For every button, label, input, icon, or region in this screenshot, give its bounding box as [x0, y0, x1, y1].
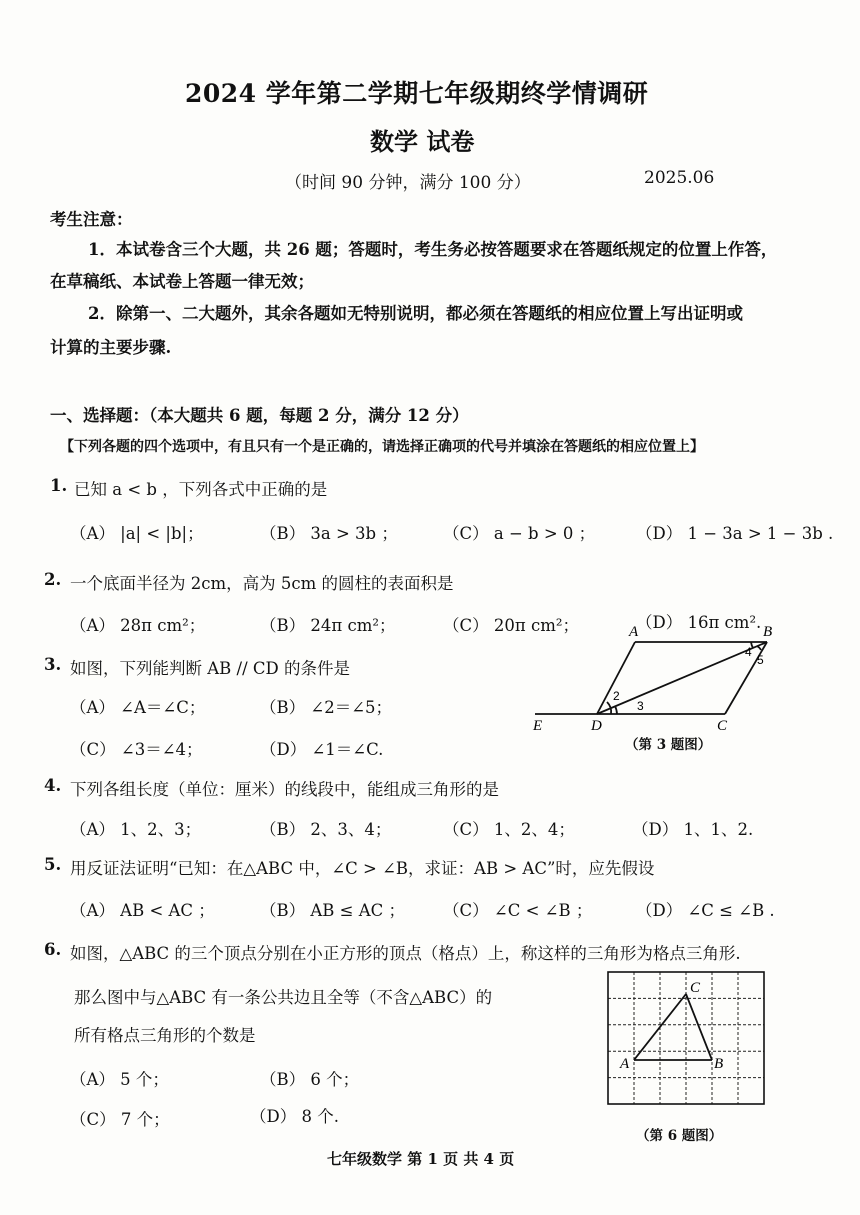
q6-option-a: （A） 5 个；	[70, 1070, 169, 1089]
point-b-label: B	[763, 624, 773, 640]
q1-option-a: （A） |a| < |b|；	[70, 524, 204, 543]
notice-item1-line1: 1．本试卷含三个大题，共 26 题；答题时，考生务必按答题要求在答题纸规定的位置上作答，	[88, 240, 778, 259]
angle-3-arc	[615, 706, 617, 714]
section1-heading: 一、选择题：（本大题共 6 题，每题 2 分，满分 12 分）	[50, 406, 469, 425]
exam-subtitle: 数学 试卷	[370, 127, 475, 156]
q1-option-c: （C） a − b > 0 ；	[443, 524, 596, 543]
q3-option-a: （A） ∠A＝∠C；	[70, 698, 206, 717]
q3-number: 3.	[44, 655, 62, 674]
notice-item1-line2: 在草稿纸、本试卷上答题一律无效；	[50, 272, 314, 291]
q1-number: 1.	[50, 476, 68, 495]
section1-instruction: 【下列各题的四个选项中，有且只有一个是正确的，请选择正确项的代号并填涂在答题纸的相应位置上】	[60, 439, 704, 455]
angle-5-arc	[757, 646, 761, 650]
q6-figure-caption: （第 6 题图）	[636, 1128, 723, 1144]
grid-point-a-label: A	[620, 1056, 630, 1072]
q4-number: 4.	[44, 776, 62, 795]
q6-stem-line3: 所有格点三角形的个数是	[74, 1026, 256, 1045]
line-bd	[597, 642, 767, 714]
q2-number: 2.	[44, 570, 62, 589]
exam-date: 2025.06	[644, 168, 715, 188]
q3-option-b: （B） ∠2＝∠5；	[260, 698, 393, 717]
angle-5-label: 5	[757, 653, 764, 667]
point-c-label: C	[717, 718, 728, 734]
q2-option-a: （A） 28π cm²；	[70, 616, 206, 635]
q3-figure-caption: （第 3 题图）	[625, 737, 712, 753]
q1-option-b: （B） 3a > 3b ；	[260, 524, 398, 543]
side-bc	[686, 994, 712, 1060]
q4-option-b: （B） 2、3、4；	[260, 820, 392, 839]
angle-4-label: 4	[745, 645, 752, 659]
q3-stem: 如图，下列能判断 AB // CD 的条件是	[70, 659, 350, 678]
q1-option-d: （D） 1 − 3a > 1 − 3b .	[636, 524, 834, 543]
angle-2-label: 2	[613, 689, 620, 703]
grid-point-c-label: C	[690, 980, 701, 996]
page-footer: 七年级数学 第 1 页 共 4 页	[327, 1150, 515, 1168]
exam-title: 2024 学年第二学期七年级期终学情调研	[185, 79, 649, 108]
q2-stem: 一个底面半径为 2cm，高为 5cm 的圆柱的表面积是	[70, 574, 454, 593]
q6-stem-line2: 那么图中与△ABC 有一条公共边且全等（不含△ABC）的	[74, 988, 493, 1007]
q6-number: 6.	[44, 940, 62, 959]
q2-option-c: （C） 20π cm²；	[443, 616, 579, 635]
point-e-label: E	[533, 718, 543, 734]
time-info: （时间 90 分钟，满分 100 分）	[285, 173, 531, 193]
point-d-label: D	[591, 718, 602, 734]
q5-number: 5.	[44, 855, 62, 874]
q6-stem-line1: 如图，△ABC 的三个顶点分别在小正方形的顶点（格点）上，称这样的三角形为格点三角形.	[70, 944, 741, 963]
notice-heading: 考生注意：	[50, 210, 133, 229]
q5-option-d: （D） ∠C ≤ ∠B .	[636, 901, 775, 920]
q5-option-b: （B） AB ≤ AC ；	[260, 901, 406, 920]
point-a-label: A	[629, 624, 639, 640]
notice-item2-line2: 计算的主要步骤.	[50, 338, 172, 357]
q4-option-a: （A） 1、2、3；	[70, 820, 202, 839]
q3-figure	[525, 622, 790, 734]
line-ad	[597, 642, 635, 714]
q4-stem: 下列各组长度（单位：厘米）的线段中，能组成三角形的是	[70, 780, 499, 799]
q5-option-a: （A） AB < AC ；	[70, 901, 215, 920]
q6-option-d: （D） 8 个.	[250, 1107, 339, 1126]
q2-option-b: （B） 24π cm²；	[260, 616, 396, 635]
q1-stem: 已知 a < b ，下列各式中正确的是	[74, 480, 328, 499]
q3-option-c: （C） ∠3＝∠4；	[70, 740, 203, 759]
q5-option-c: （C） ∠C < ∠B ；	[443, 901, 593, 920]
q6-option-c: （C） 7 个；	[70, 1110, 170, 1129]
angle-3-label: 3	[637, 699, 644, 713]
q3-option-d: （D） ∠1＝∠C.	[260, 740, 384, 759]
grid-lines	[608, 972, 764, 1104]
q4-option-c: （C） 1、2、4；	[443, 820, 575, 839]
q4-option-d: （D） 1、1、2.	[632, 820, 754, 839]
q6-option-b: （B） 6 个；	[260, 1070, 360, 1089]
notice-item2-line1: 2．除第一、二大题外，其余各题如无特别说明，都必须在答题纸的相应位置上写出证明或	[88, 304, 743, 323]
q5-stem: 用反证法证明“已知：在△ABC 中，∠C > ∠B，求证：AB > AC”时，应先假设	[70, 859, 655, 878]
q2-option-d: （D） 16π cm².	[636, 613, 762, 632]
q6-grid-figure	[600, 968, 770, 1112]
grid-point-b-label: B	[714, 1056, 724, 1072]
